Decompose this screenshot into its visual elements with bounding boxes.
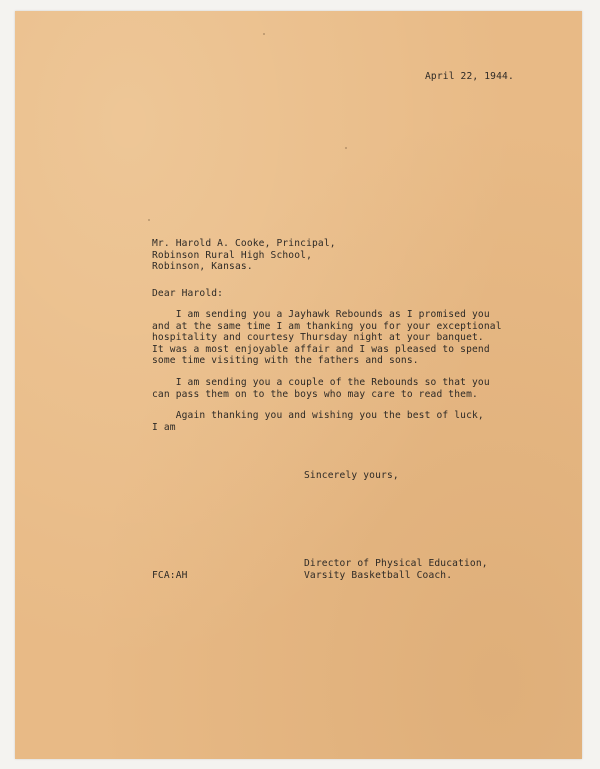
- address-line: Robinson Rural High School,: [152, 249, 312, 261]
- paragraph-line: some time visiting with the fathers and sons.: [152, 355, 419, 366]
- paragraph-line: can pass them on to the boys who may care to read them.: [152, 388, 478, 400]
- letter-date: April 22, 1944.: [425, 71, 514, 82]
- closing: Sincerely yours,: [304, 470, 399, 481]
- paper-speck: [345, 147, 347, 149]
- paper-speck: [148, 219, 150, 221]
- paragraph-line: It was a most enjoyable affair and I was pleased to spend: [152, 343, 490, 355]
- reference-initials: FCA:AH: [152, 570, 188, 581]
- paragraph-line: I am: [152, 421, 176, 433]
- title-line: Director of Physical Education,: [304, 558, 488, 569]
- paragraph-1: [152, 309, 502, 367]
- paragraph-line: Again thanking you and wishing you the best of luck,: [152, 410, 484, 421]
- signature-title: [304, 558, 488, 581]
- address-line: Robinson, Kansas.: [152, 261, 253, 272]
- paragraph-2: [152, 377, 490, 400]
- paragraph-line: I am sending you a Jayhawk Rebounds as I promised you: [152, 309, 490, 320]
- paragraph-line: I am sending you a couple of the Rebounds so that you: [152, 377, 490, 388]
- salutation: Dear Harold:: [152, 288, 224, 299]
- paragraph-line: and at the same time I am thanking you for your exceptional: [152, 320, 502, 332]
- recipient-address: [152, 238, 336, 273]
- title-line: Varsity Basketball Coach.: [304, 569, 453, 581]
- address-line: Mr. Harold A. Cooke, Principal,: [152, 238, 336, 249]
- paper-speck: [263, 33, 265, 35]
- paragraph-3: [152, 410, 484, 433]
- paragraph-line: hospitality and courtesy Thursday night at your banquet.: [152, 332, 484, 343]
